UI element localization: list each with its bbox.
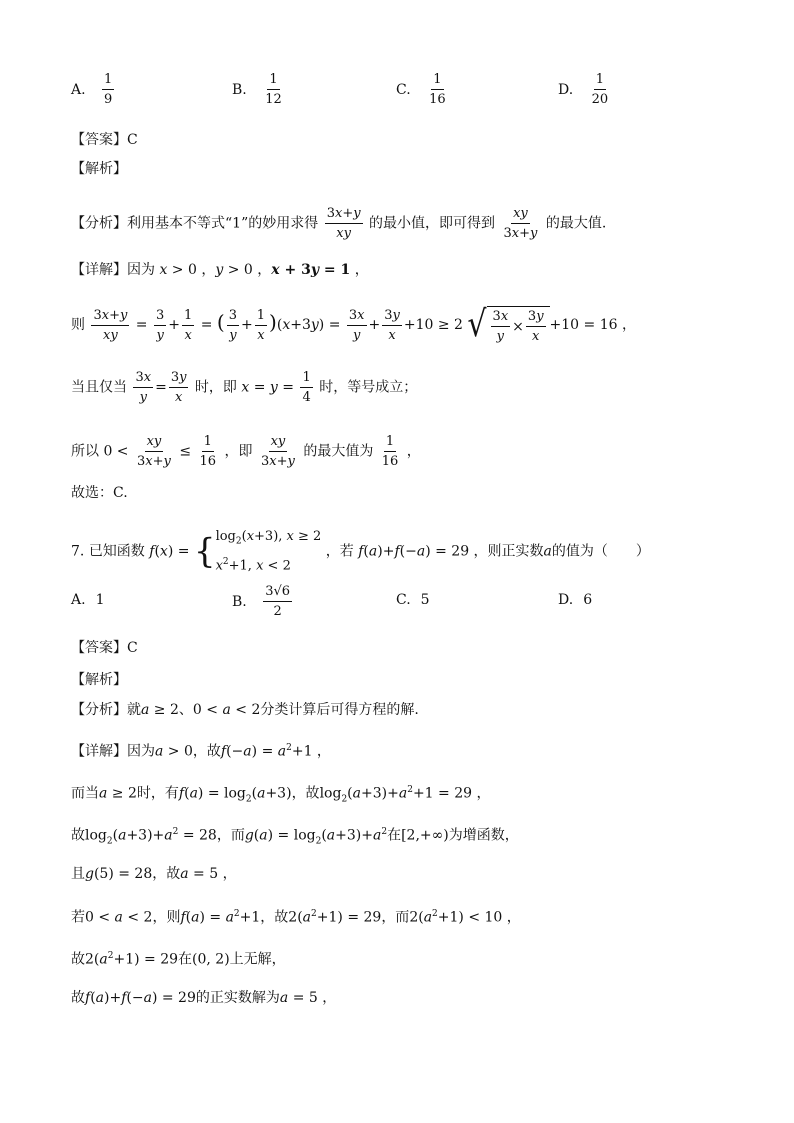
option-d [558, 72, 612, 107]
analysis-tag: 【解析】 [71, 161, 127, 177]
option-letter: D. [558, 81, 574, 98]
step2-line: 当且仅当 $\frac{3x}{y}$ = $\frac{3y}{x}$ 时，即 x = y = $\frac{1}{4}$ 时，等号成立； [71, 370, 418, 405]
option-c [396, 72, 450, 107]
fenxi-line: 【分析】就a ≥ 2、0 < a < 2分类计算后可得方程的解. [71, 702, 419, 718]
option-letter: A. [71, 81, 86, 98]
fraction: $\frac{3x+y}{xy}$ [326, 206, 361, 241]
fraction: $\frac{xy}{3x+y}$ [503, 206, 538, 241]
option-letter: C. [396, 81, 411, 98]
question-7-stem: 7. 已知函数 f(x) = { $\log_2(x+3)$, x ≥ 2 $x^2+1$, x < 2 ，若 f(a)+f(−a) = 29 ，则正实数a的值为（ ） [71, 529, 650, 573]
fenxi-line: 【分析】利用基本不等式“1”的妙用求得 $\frac{3x+y}{xy}$ 的最小值，即可得到 $\frac{xy}{3x+y}$ 的最大值. [71, 206, 607, 241]
option-letter: B. [232, 81, 247, 98]
analysis-tag: 【解析】 [71, 672, 127, 688]
detail-line-2: 而当a ≥ 2时，有$f(a) = \log_2(a+3)$，故$\log_2(a+3)+a^2+1 = 29$ ， [71, 785, 491, 805]
answer-line: 【答案】C [71, 640, 138, 656]
option-c: C. 5 [396, 592, 430, 608]
answer-tag: 【答案】 [71, 132, 127, 148]
answer-line [71, 130, 138, 150]
step1-line: 则 $\frac{3x+y}{xy}$ = $\frac{3}{y}$ + $\frac{1}{x}$ = ( $\frac{3}{y}$ + $\frac{1}{x}$ )(x+3y) = $\frac{3x}{y}$ + $\frac{3y}{x}$ +10 ≥ 2 √ $\frac{3x}{y}$ × $\frac{3y}{x}$ +10 = 16 ， [71, 303, 636, 346]
answer-value: C [127, 132, 138, 148]
option-b: B. $\frac{3√6}{2}$ [232, 584, 291, 619]
option-fraction: $\frac{1}{20}$ [591, 72, 609, 107]
detail-line: 【详解】因为 x > 0 ，y > 0 ，x + 3y = 1 ， [71, 262, 369, 278]
detail-line-5: 若0 < a < 2，则$f(a) = a^2+1$，故$2(a^2+1) = 29$，而$2(a^2+1) < 10$ ， [71, 909, 521, 926]
option-fraction: $\frac{1}{16}$ [429, 72, 446, 107]
option-a: A. 1 [71, 592, 105, 608]
detail-line-6: 故$2(a^2+1) = 29$在(0, 2)上无解， [71, 951, 286, 968]
option-d: D. 6 [558, 592, 593, 608]
conclusion-line: 故选：C. [71, 485, 128, 501]
option-fraction: $\frac{1}{9}$ [104, 72, 113, 107]
option-fraction: $\frac{1}{12}$ [265, 72, 282, 107]
option-a [71, 72, 116, 107]
detail-line-3: 故$\log_2(a+3)+a^2 = 28$，而$g(a) = \log_2(a+3)+a^2$在[2,+∞)为增函数， [71, 827, 519, 847]
step3-line: 所以 0 < $\frac{xy}{3x+y}$ ≤ $\frac{1}{16}$ ，即 $\frac{xy}{3x+y}$ 的最大值为 $\frac{1}{16}$ ， [71, 434, 421, 469]
detail-line-7: 故f(a)+f(−a) = 29的正实数解为a = 5 ， [71, 990, 337, 1006]
detail-line: 【详解】因为a > 0，故$f(-a) = a^2+1$ ， [71, 743, 331, 760]
option-b [232, 72, 286, 107]
detail-line-4: 且g(5) = 28，故a = 5 ， [71, 866, 237, 882]
